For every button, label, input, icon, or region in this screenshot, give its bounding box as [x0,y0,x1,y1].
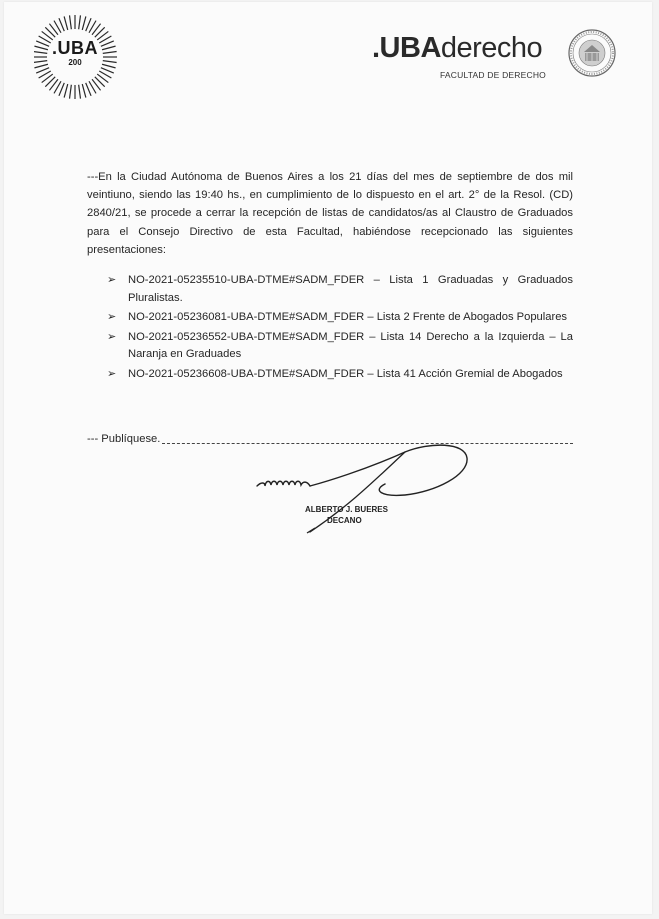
signatory-name: ALBERTO J. BUERES [305,505,388,514]
faculty-subtitle: FACULTAD DE DERECHO [440,70,546,80]
main-paragraph: ---En la Ciudad Autónoma de Buenos Aires a los 21 días del mes de septiembre de dos mil veintiuno, siendo las 19:40 hs., en cumplimiento de lo dispuesto en el art. 2° de la Resol. (CD) 2840/21, se procede a cerrar la recepción de listas de candidatos/as al Claustro de Graduados para el Consejo Directivo de esta Facultad, habiéndose recepcionado las siguientes presentaciones: [87,171,573,256]
sunburst-ray [64,84,68,98]
uba-derecho-wordmark [372,32,552,64]
sunburst-ray [59,18,64,31]
wordmark-light: derecho [440,32,543,64]
arrow-bullet-icon: ➢ [107,274,117,286]
list-item [107,309,573,327]
list-item-text: NO-2021-05236081-UBA-DTME#SADM_FDER – Lista 2 Frente de Abogados Populares [128,311,568,323]
presentations-list [107,272,573,385]
sunburst-ray [82,84,86,98]
arrow-bullet-icon: ➢ [107,311,117,323]
list-item-text: NO-2021-05236552-UBA-DTME#SADM_FDER – Lista 14 Derecho a la Izquierda – La Naranja en Graduades [128,330,573,360]
list-item-text: NO-2021-05235510-UBA-DTME#SADM_FDER – Lista 1 Graduadas y Graduados Pluralistas. [128,274,573,304]
arrow-bullet-icon: ➢ [107,367,117,380]
list-item-text: NO-2021-05236608-UBA-DTME#SADM_FDER – Lista 41 Acción Gremial de Abogados [128,367,563,380]
list-item [107,366,573,384]
sunburst-ray [82,16,86,30]
wordmark-bold: .UBA [372,32,441,64]
uba-200-logo [34,12,124,102]
list-item [107,329,573,364]
sunburst-ray [36,68,49,73]
sunburst-ray [86,83,91,96]
sunburst-ray [86,18,91,31]
uba-200-brand: .UBA [52,38,98,58]
sunburst-ray [79,85,81,99]
sunburst-ray [64,16,68,30]
list-item [107,272,573,307]
sunburst-ray [70,85,72,99]
uba-derecho-logo [372,32,552,80]
faculty-seal-icon [567,28,617,78]
arrow-bullet-icon: ➢ [107,330,117,343]
handwritten-signature [255,440,485,540]
sunburst-ray [70,15,72,29]
closing-text: --- Publíquese. [87,433,161,445]
sunburst-ray [79,15,81,29]
uba-200-number: 200 [68,58,82,67]
signatory-role: DECANO [327,516,362,525]
sunburst-ray [101,68,114,73]
sunburst-ray [59,83,64,96]
